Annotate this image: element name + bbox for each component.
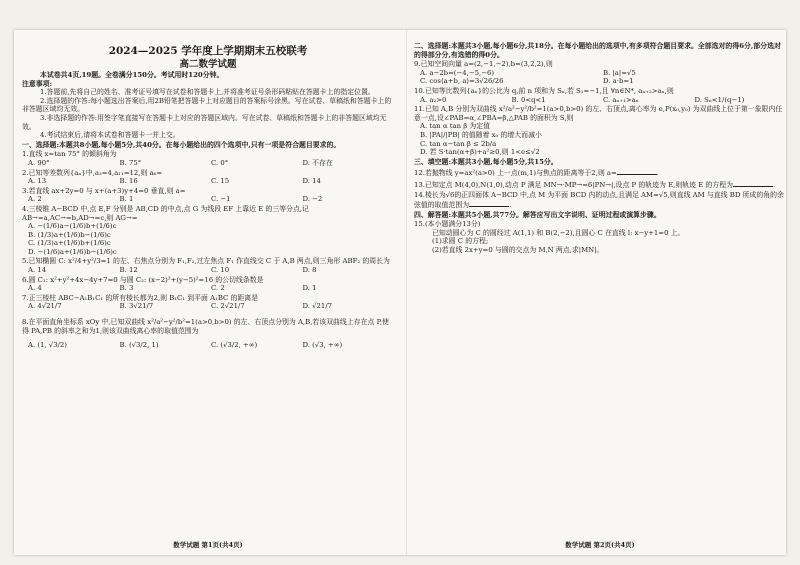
section-two-heading: 二、选择题:本题共3小题,每小题6分,共18分。在每小题给出的选项中,有多项符合题目要求。全部选对的得6分,部分选对的得部分分,有选错的得0分。: [414, 42, 781, 59]
question-7: 7.正三棱柱 ABC−A₁B₁C₁ 的所有棱长都为2,则 B₁C₁ 到平面 A₁BC 的距离是: [22, 293, 259, 302]
option-c: C. aₙ₊₁>aₙ: [603, 95, 639, 104]
option-c: C. 15: [211, 177, 230, 186]
section-one-heading: 一、选择题:本题共8小题,每小题5分,共40分。在每小题给出的四个选项中,只有一项是符合题目要求的。: [22, 140, 341, 149]
answer-blank: [617, 167, 657, 175]
question-15-part-2: (2)若直线 2x+y=0 与圆的交点为 M,N 两点,求|MN|。: [432, 246, 604, 255]
question-10: 10.已知等比数列{aₙ}的公比为 q,前 n 项和为 Sₙ,若 S₁=−1,且 ∀n∈N*, aₙ₊₂>aₙ,则: [414, 86, 674, 95]
option-a: A. 14: [28, 266, 47, 275]
page-one-footer: 数学试题 第1页(共4页): [173, 541, 243, 549]
option-c: C. cos⟨a+b, a⟩=3√26/26: [420, 77, 504, 86]
exam-note: 本试卷共4页,19题。全卷满分150分。考试用时120分钟。: [40, 71, 224, 79]
option-d: D. 不存在: [302, 158, 333, 167]
option-d: D. √21/7: [302, 302, 333, 311]
option-a: A. 2: [28, 195, 42, 204]
question-9: 9.已知空间向量 a=(2,−1,−2),b=(3,2,2),则: [414, 60, 553, 69]
option-d: D. a·b=1: [603, 77, 634, 86]
option-a: A. 4√21/7: [28, 302, 62, 311]
question-7-options: [22, 302, 394, 311]
option-a: A. 4: [28, 284, 42, 293]
question-6: 6.圆 C₁: x²+y²+4x−4y+7=0 与圆 C₂: (x−2)²+(y−5)²=16 的公切线条数是: [22, 275, 264, 284]
question-14: 14.棱长为√6的正四面体 A−BCD 中,点 M 为平面 BCD 内的动点,且满足 AM=√5,则直线 AM 与直线 BD 所成的角的余弦值的取值范围为 .: [414, 190, 784, 210]
question-5: 5.已知椭圆 C: x²/4+y²/3=1 的左、右焦点分别为 F₁,F₂,过左焦点 F₁ 作直线交 C 于 A,B 两点,则三角形 ABF₂ 的周长为: [22, 257, 390, 266]
attention-heading: 注意事项:: [22, 79, 53, 88]
option-d: D. (√3, +∞): [302, 341, 343, 350]
attention-item: 2.选择题的作答:每小题选出答案后,用2B铅笔把答题卡上对应题目的答案标号涂黑。写在试卷、草稿纸和答题卡上的非答题区域均无效。: [22, 96, 392, 114]
exam-subtitle: 高二数学试题: [179, 59, 237, 70]
option-b: B. |PA|/|PB| 的值随着 x₀ 的增大而减小: [420, 130, 542, 139]
question-3: 3.若直线 ax+2y=0 与 x+(a+3)y+4=0 垂直,则 a=: [22, 186, 186, 195]
option-c: C. (√3/2, +∞): [211, 341, 258, 350]
option-a: A. 13: [28, 177, 47, 186]
option-a: A. a₂>0: [420, 95, 447, 104]
option-d: D. Sₙ<1/(q−1): [694, 95, 745, 104]
exam-sheet: [14, 30, 786, 555]
attention-item: 1.答题前,先将自己的姓名、准考证号填写在试卷和答题卡上,并将准考证号条形码粘贴在答题卡上的指定位置。: [40, 88, 375, 97]
section-three-heading: 三、填空题:本题共3小题,每小题5分,共15分。: [414, 157, 558, 166]
option-b: B. 12: [119, 266, 138, 275]
question-2-options: [22, 177, 394, 186]
option-b: B. 1: [119, 195, 134, 204]
question-1: 1.直线 x=tan 75° 的倾斜角为: [22, 150, 117, 159]
attention-item: 4.考试结束后,请将本试卷和答题卡一并上交。: [40, 131, 180, 140]
option-c: C. 10: [211, 266, 230, 275]
question-8: 8.在平面直角坐标系 xOy 中,已知双曲线 x²/a²−y²/b²=1(a>0,b>0) 的左、右顶点分别为 A,B,若该双曲线上存在点 P,使得 PA,PB 的斜率之和为1,则该双曲线离心率的取值范围为: [22, 318, 389, 335]
page-fold-divider: [406, 30, 407, 555]
option-a: A. tan α tan β 为定值: [420, 122, 491, 131]
question-4: 4.三棱锥 A−BCD 中,点 E,F 分别是 AB,CD 的中点,点 G 为线段 EF 上靠近 E 的三等分点,记 AB→=a,AC→=b,AD→=c,则 AG→=: [22, 204, 309, 222]
option-b: B. 3√21/7: [119, 302, 154, 311]
question-12: 12.若抛物线 y=ax²(a>0) 上一点(m,1)与焦点的距离等于2,则 a= .: [414, 169, 659, 178]
exam-title: 2024—2025 学年度上学期期末五校联考: [108, 45, 308, 57]
option-d: D. 14: [302, 177, 321, 186]
option-c: C. 2√21/7: [211, 302, 245, 311]
answer-blank: [469, 199, 509, 207]
question-10-options: [414, 96, 786, 105]
spacer: [22, 311, 394, 317]
question-13-stem: 13.已知定点 M(4,0),N(1,0),动点 P 满足 MN→·MP→=6|PN→|,设点 P 的轨迹为 E,则轨迹 E 的方程为: [414, 180, 733, 189]
option-b: B. |a|=√5: [603, 68, 636, 77]
option-c: C. (1/3)a+(1/6)b+(1/6)c: [28, 239, 111, 248]
option-d: D. 若 S·tan(α+β)+a²≥0,则 1<e≤√2: [420, 148, 540, 157]
option-b: B. 75°: [119, 158, 142, 167]
option-b: B. 3: [119, 284, 134, 293]
question-15-heading: 15.(本小题满分13分): [414, 220, 481, 229]
question-5-options: [22, 266, 394, 275]
option-a: A. a−2b=(−4,−5,−6): [420, 68, 495, 77]
question-9-options-row-2: [414, 77, 786, 86]
option-d: D. 8: [302, 266, 317, 275]
option-a: A. −(1/6)a−(1/6)b+(1/6)c: [28, 222, 117, 231]
answer-blank: [733, 179, 773, 187]
page-two: [414, 42, 786, 255]
question-15-stem: 已知动圆心为 C 的圆经过 A(1,1) 和 B(2,−2),且圆心 C 在直线 l: x−y+1=0 上。: [432, 228, 685, 237]
question-2: 2.已知等差数列{aₙ}中,a₃=4,a₁₁=12,则 a₆=: [22, 168, 163, 177]
question-11: 11.已知 A,B 分别为双曲线 x²/a²−y²/b²=1(a>0,b>0) 的左、右顶点,离心率为 e,P(x₀,y₀) 为双曲线上位于第一象限内任意一点,设∠PAB=α,∠PBA=β,△PAB 的面积为 S,则: [414, 105, 783, 122]
page-one: [22, 44, 394, 350]
attention-item: 3.非选择题的作答:用签字笔直接写在答题卡上对应的答题区域内。写在试卷、草稿纸和答题卡上的非答题区域均无效。: [22, 113, 387, 131]
option-b: B. (√3/2, 1): [119, 341, 159, 350]
question-14-stem: 14.棱长为√6的正四面体 A−BCD 中,点 M 为平面 BCD 内的动点,且满足 AM=√5,则直线 AM 与直线 BD 所成的角的余弦值的取值范围为: [414, 190, 784, 210]
question-6-options: [22, 284, 394, 293]
option-b: B. (1/3)a+(1/6)b−(1/6)c: [28, 230, 111, 239]
page-two-footer: 数学试题 第2页(共4页): [565, 541, 635, 549]
question-3-options: [22, 195, 394, 204]
option-b: B. 0<q<1: [511, 95, 546, 104]
option-c: C. 2: [211, 284, 225, 293]
option-a: A. 90°: [28, 158, 50, 167]
option-a: A. (1, √3/2): [28, 341, 67, 350]
question-13: 13.已知定点 M(4,0),N(1,0),动点 P 满足 MN→·MP→=6|PN→|,设点 P 的轨迹为 E,则轨迹 E 的方程为 .: [414, 180, 776, 189]
option-d: D. −(1/6)a+(1/6)b−(1/6)c: [28, 247, 117, 256]
option-d: D. −2: [302, 195, 323, 204]
question-15-part-1: (1)求圆 C 的方程;: [432, 237, 489, 246]
question-8-options: [22, 341, 394, 350]
question-9-options-row-1: [414, 69, 786, 78]
option-d: D. 1: [302, 284, 317, 293]
option-c: C. 0°: [211, 158, 229, 167]
section-four-heading: 四、解答题:本题共5小题,共77分。解答应写出文字说明、证明过程或演算步骤。: [414, 210, 661, 219]
option-c: C. tan α−tan β ≤ 2b/a: [420, 139, 497, 148]
question-1-options: [22, 159, 394, 168]
option-c: C. −1: [211, 195, 231, 204]
question-12-stem: 12.若抛物线 y=ax²(a>0) 上一点(m,1)与焦点的距离等于2,则 a=: [414, 169, 617, 178]
option-b: B. 16: [119, 177, 138, 186]
